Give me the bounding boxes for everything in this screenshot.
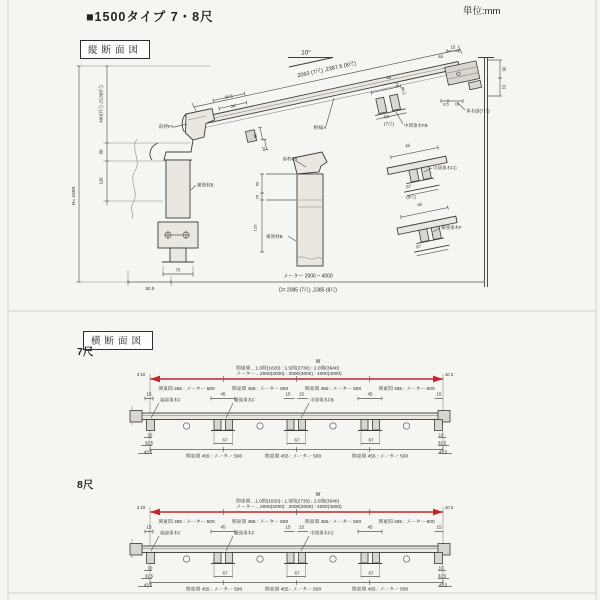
dim-32-5: 32.5 bbox=[437, 573, 447, 579]
label-tarukigake: 垂木掛(7尺) bbox=[466, 108, 490, 114]
segment-label-bottom: 関東間 455 : メーター 500 bbox=[264, 587, 322, 593]
dim-10: 10 bbox=[438, 565, 444, 571]
label-maekawa-fb: 前枠FB bbox=[282, 156, 298, 162]
detail-fc-dim-45: 45 bbox=[404, 142, 411, 149]
dim-16: 16 bbox=[454, 101, 460, 107]
detail-fc-sub: (8尺) bbox=[406, 194, 416, 200]
label-hokyozai-b1: 補強材B bbox=[197, 182, 214, 188]
dim-40-5: 40.5 bbox=[400, 86, 407, 96]
dim-35: 35 bbox=[501, 66, 507, 72]
dim-15: 15 bbox=[298, 524, 305, 530]
dim-15: 15 bbox=[285, 524, 291, 530]
dim-15: 15 bbox=[436, 391, 442, 397]
dim-45: 45 bbox=[220, 524, 226, 530]
label-rafter-mid: 中間垂木FB bbox=[310, 397, 334, 403]
dim-45-mid: 45 bbox=[385, 74, 392, 81]
dim-60-mid-post: 60 bbox=[254, 181, 260, 187]
segment-label: 関東間 455 : メーター 500 bbox=[304, 387, 362, 392]
dim-10: 10 bbox=[438, 432, 444, 438]
dim-8-5: 8.5 bbox=[443, 101, 449, 107]
dim-roof-length: 2063 (7尺) ,2387.5 (8尺) bbox=[297, 60, 357, 80]
segment-label: 関東間 455 : メーター 500 bbox=[304, 520, 362, 525]
label-rafter-reinforce: 補強垂木F bbox=[234, 397, 255, 403]
dim-67: 67 bbox=[222, 437, 228, 443]
label-rafter-reinforce: 補強垂木F bbox=[234, 530, 255, 536]
cross-section-7shaku bbox=[130, 359, 454, 460]
detail-f-dim-67: 67 bbox=[415, 243, 422, 250]
segment-label-bottom: 関東間 455 : メーター 500 bbox=[185, 454, 243, 460]
wall-lines bbox=[478, 58, 494, 288]
edge-dim-left-8: 3 10 bbox=[136, 505, 146, 510]
dim-34: 34 bbox=[230, 103, 237, 109]
edge-dim-right-8: 10 3 bbox=[444, 505, 454, 510]
label-rafter-end: 端部垂木F bbox=[160, 530, 181, 536]
label-rafter-end: 端部垂木F bbox=[160, 397, 181, 403]
middle-post bbox=[260, 152, 327, 266]
dim-18: 18 bbox=[394, 81, 401, 88]
segment-label-bottom: 関東間 455 : メーター 500 bbox=[351, 454, 409, 460]
dim-62: 62 bbox=[383, 113, 390, 120]
dim-10: 10 bbox=[147, 432, 153, 438]
dim-32-5: 32.5 bbox=[437, 440, 447, 446]
dim-15: 15 bbox=[298, 391, 305, 397]
w-label-7: W bbox=[315, 359, 321, 365]
dim-67: 67 bbox=[294, 570, 300, 576]
module-kanto-8: 関東間…1.0間(1820) : 1.5間(2730) : 2.0間(3640) bbox=[236, 499, 340, 505]
dim-15-wall: 15 bbox=[450, 44, 456, 50]
detail-fc-label: 中間垂木FC bbox=[433, 165, 457, 171]
dim-45: 45 bbox=[220, 391, 226, 397]
detail-f-dim-45: 45 bbox=[416, 201, 423, 208]
label-chukan-taruki-fb: 中間垂木FB bbox=[404, 123, 428, 128]
dim-32-5: 32.5 bbox=[144, 573, 154, 579]
detail-hokyo-f bbox=[395, 204, 462, 258]
dim-92-5: 92.5 bbox=[145, 286, 155, 291]
size-label-7shaku: 7尺 bbox=[77, 346, 94, 358]
segment-label-bottom: 関東間 455 : メーター 500 bbox=[185, 587, 243, 593]
dim-67: 67 bbox=[222, 570, 228, 576]
slope-angle: 10° bbox=[301, 49, 311, 57]
dim-45-wall: 45 bbox=[437, 53, 444, 60]
size-label-8shaku: 8尺 bbox=[77, 479, 94, 491]
segment-label: 関東間 455 : メーター 500 bbox=[231, 387, 289, 392]
detail-fc-dim-67: 67 bbox=[405, 183, 412, 190]
module-meter-8: メーター…2000(2000) : 3000(3000) : 4000(4000) bbox=[236, 505, 342, 510]
module-meter-7: メーター…2000(2000) : 3000(3000) : 4000(4000) bbox=[236, 372, 342, 377]
dim-height-front: 490(7尺) ,513(8尺) bbox=[98, 85, 104, 123]
dim-15: 15 bbox=[436, 524, 442, 530]
nobuchi-leader bbox=[326, 98, 334, 126]
label-nobuchi-a: 野縁A bbox=[313, 126, 327, 131]
dim-45: 45 bbox=[367, 524, 373, 530]
w-label-8: W bbox=[315, 492, 321, 498]
dim-120: 120 bbox=[98, 177, 104, 185]
dim-43-5: 43.5 bbox=[143, 582, 153, 588]
segment-label-bottom: 関東間 455 : メーター 500 bbox=[351, 587, 409, 593]
dim-meter-range: メーター 2000 ~ 4000 bbox=[283, 273, 333, 280]
dim-32-5: 32.5 bbox=[144, 440, 154, 446]
segment-label: 関東間 455 : メーター 500 bbox=[231, 520, 289, 525]
dim-depth: D= 2085 (7尺) ,2385 (8尺) bbox=[279, 287, 337, 294]
segment-label: 関東間 455 : メーター 500 bbox=[158, 387, 215, 392]
page-frame bbox=[8, 0, 596, 600]
dim-43-5: 43.5 bbox=[143, 449, 153, 455]
dim-36: 36 bbox=[252, 132, 259, 139]
dim-67: 67 bbox=[368, 437, 374, 443]
edge-dim-right-7: 10 3 bbox=[444, 372, 454, 377]
dim-15: 15 bbox=[146, 524, 152, 530]
module-kanto-7: 関東間…1.0間(1820) : 1.5間(2730) : 2.0間(3640) bbox=[236, 366, 340, 372]
label-hokyozai-b2: 補強材B bbox=[266, 234, 283, 239]
dim-67: 67 bbox=[294, 437, 300, 443]
dim-60: 60 bbox=[98, 149, 104, 155]
section-label-longitudinal: 縦断面図 bbox=[80, 40, 150, 59]
front-post bbox=[132, 139, 198, 262]
dim-67: 67 bbox=[368, 570, 374, 576]
segment-label-bottom: 関東間 455 : メーター 500 bbox=[264, 454, 322, 460]
longitudinal-drawing bbox=[71, 45, 507, 294]
dim-25-mid-post: 25 bbox=[254, 194, 260, 200]
segment-label: 関東間 455 : メーター 500 bbox=[378, 520, 435, 525]
edge-dim-left-7: 3 10 bbox=[136, 372, 146, 377]
segment-label: 関東間 455 : メーター 500 bbox=[158, 520, 215, 525]
dim-43-5: 43.5 bbox=[438, 582, 448, 588]
dim-34-5: 34.5 bbox=[224, 93, 234, 100]
slope-indicator bbox=[288, 58, 333, 68]
dim-31: 31 bbox=[501, 84, 507, 90]
label-maekawa-fa: 前枠FA bbox=[158, 125, 174, 130]
label-7shaku: (7尺) bbox=[384, 121, 394, 127]
dim-15: 15 bbox=[146, 391, 152, 397]
dim-45: 45 bbox=[367, 391, 373, 397]
segment-label: 関東間 455 : メーター 500 bbox=[378, 387, 435, 392]
dim-10: 10 bbox=[147, 565, 153, 571]
dim-43-5: 43.5 bbox=[438, 449, 448, 455]
label-rafter-mid: 中間垂木FC bbox=[310, 530, 334, 536]
dim-70: 70 bbox=[175, 267, 181, 273]
section-label-cross: 横断面図 bbox=[83, 331, 153, 350]
dim-15: 15 bbox=[285, 391, 291, 397]
dim-120-mid-post: 120 bbox=[252, 224, 258, 232]
cross-section-8shaku bbox=[130, 492, 454, 593]
detail-f-label: 補強垂木F bbox=[441, 225, 462, 230]
dim-h-2400: H= 2400 bbox=[72, 186, 77, 206]
dim-24: 24 bbox=[261, 145, 267, 152]
page-title: ■1500タイプ 7・8尺 bbox=[86, 10, 214, 24]
detail-chukan-fc bbox=[385, 144, 452, 198]
unit-label: 単位:mm bbox=[463, 6, 501, 17]
